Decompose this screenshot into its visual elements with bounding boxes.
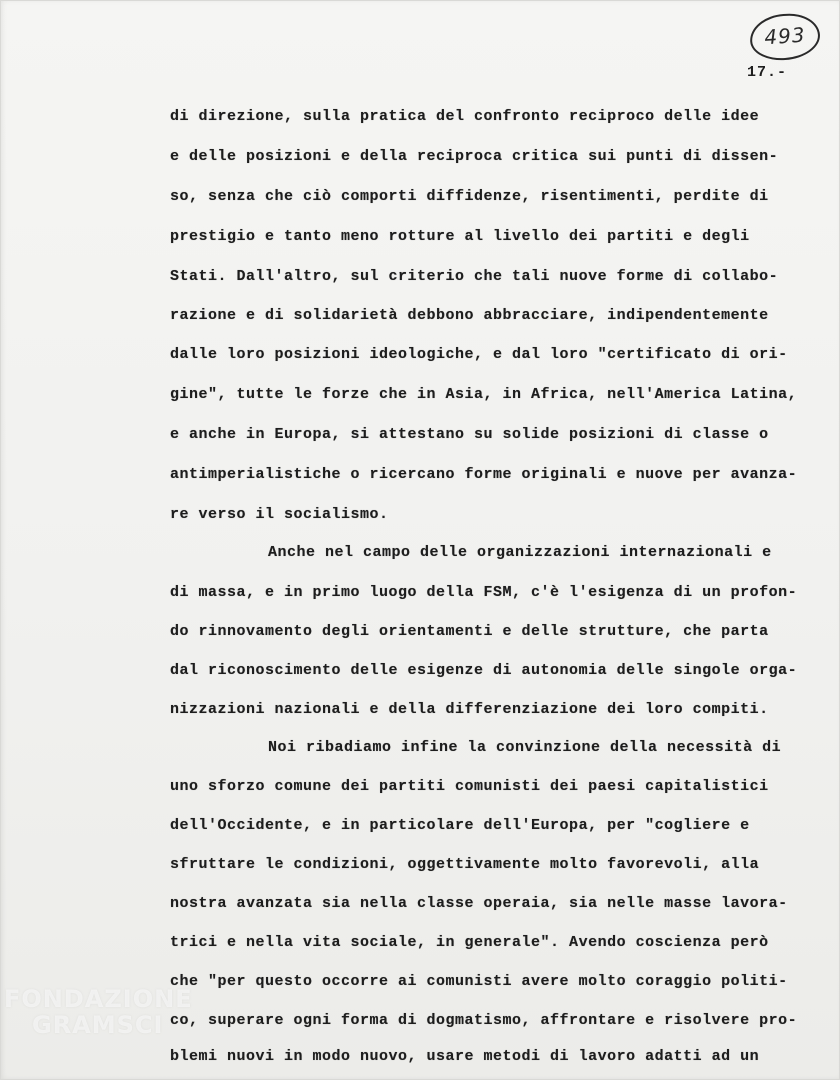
text-line: Stati. Dall'altro, sul criterio che tali nuove forme di collabo- — [170, 268, 779, 285]
page-number: 17.- — [747, 64, 788, 81]
text-line: che "per questo occorre ai comunisti avere molto coraggio politi- — [170, 973, 788, 990]
text-line: re verso il socialismo. — [170, 506, 389, 523]
text-line: nizzazioni nazionali e della differenziazione dei loro compiti. — [170, 701, 769, 718]
text-line: nostra avanzata sia nella classe operaia, sia nelle masse lavora- — [170, 895, 788, 912]
text-line: so, senza che ciò comporti diffidenze, risentimenti, perdite di — [170, 188, 769, 205]
text-line: dal riconoscimento delle esigenze di autonomia delle singole orga- — [170, 662, 798, 679]
text-line: razione e di solidarietà debbono abbracciare, indipendentemente — [170, 307, 769, 324]
text-line: di direzione, sulla pratica del confronto reciproco delle idee — [170, 108, 760, 125]
text-line: uno sforzo comune dei partiti comunisti dei paesi capitalistici — [170, 778, 769, 795]
text-line: sfruttare le condizioni, oggettivamente molto favorevoli, alla — [170, 856, 760, 873]
archive-number: 493 — [763, 22, 807, 50]
text-line: gine", tutte le forze che in Asia, in Africa, nell'America Latina, — [170, 386, 798, 403]
text-line: co, superare ogni forma di dogmatismo, affrontare e risolvere pro- — [170, 1012, 798, 1029]
text-line: antimperialistiche o ricercano forme originali e nuove per avanza- — [170, 466, 798, 483]
text-line: dell'Occidente, e in particolare dell'Europa, per "cogliere e — [170, 817, 750, 834]
text-line: do rinnovamento degli orientamenti e delle strutture, che parta — [170, 623, 769, 640]
text-line: e delle posizioni e della reciproca critica sui punti di dissen- — [170, 148, 779, 165]
text-line: blemi nuovi in modo nuovo, usare metodi di lavoro adatti ad un — [170, 1048, 760, 1065]
fondazione-gramsci-watermark — [4, 986, 193, 1038]
paragraph-first-line: Anche nel campo delle organizzazioni internazionali e — [268, 544, 772, 561]
text-line: trici e nella vita sociale, in generale". Avendo coscienza però — [170, 934, 769, 951]
text-line: dalle loro posizioni ideologiche, e dal loro "certificato di ori- — [170, 346, 788, 363]
text-line: prestigio e tanto meno rotture al livello dei partiti e degli — [170, 228, 750, 245]
watermark-line-1: FONDAZIONE — [4, 985, 193, 1013]
paragraph-first-line: Noi ribadiamo infine la convinzione della necessità di — [268, 739, 782, 756]
watermark-line-2: GRAMSCI — [32, 1011, 164, 1039]
text-line: e anche in Europa, si attestano su solide posizioni di classe o — [170, 426, 769, 443]
text-line: di massa, e in primo luogo della FSM, c'è l'esigenza di un profon- — [170, 584, 798, 601]
